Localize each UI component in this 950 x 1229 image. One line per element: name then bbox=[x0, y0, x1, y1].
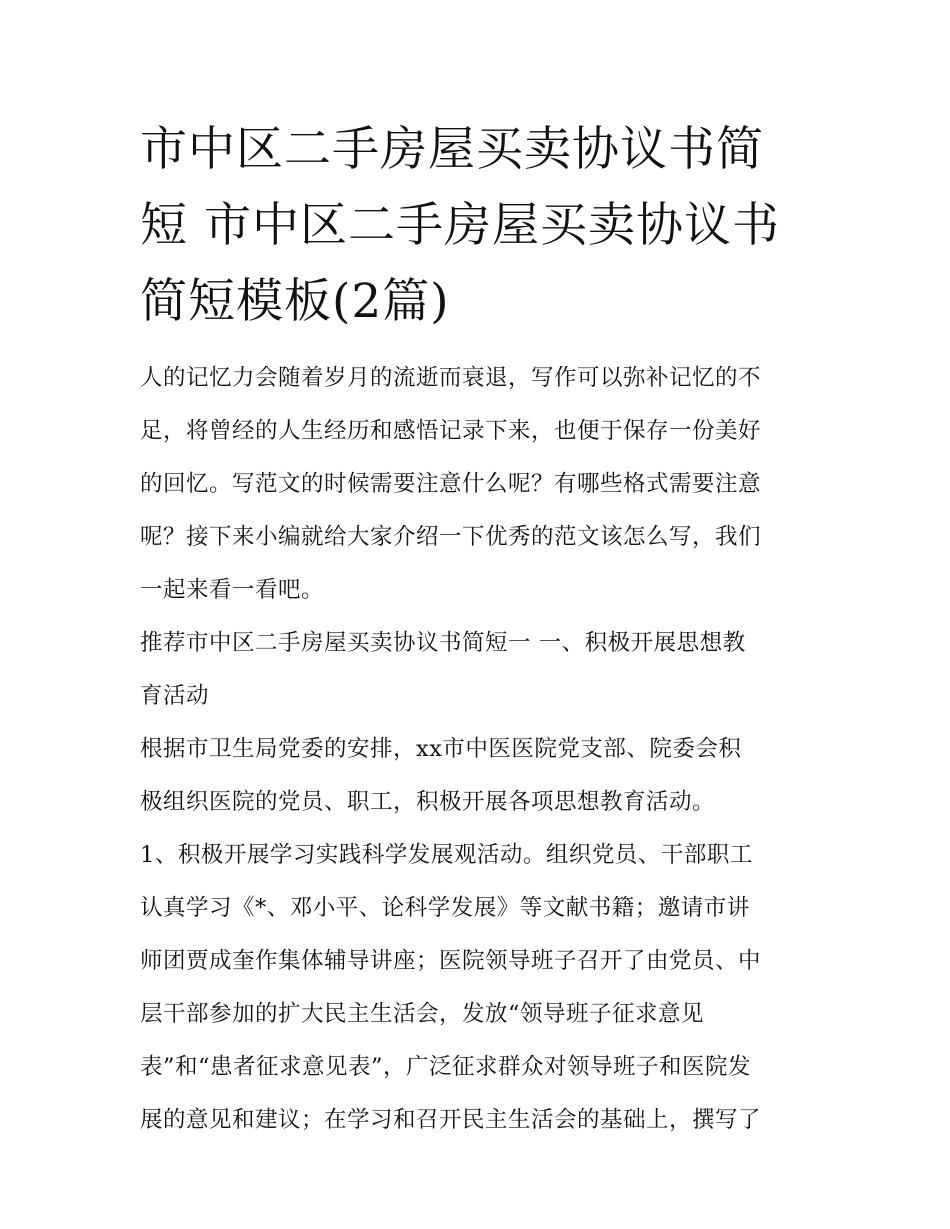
body-line: 育活动 bbox=[140, 683, 210, 709]
title-line: 简短模板(2篇) bbox=[140, 274, 450, 329]
body-line: 极组织医院的党员、职工，积极开展各项思想教育活动。 bbox=[140, 789, 716, 815]
body-line: 一起来看一看吧。 bbox=[140, 577, 325, 603]
body-line: 根据市卫生局党委的安排，xx市中医医院党支部、院委会积 bbox=[140, 736, 742, 762]
document-page bbox=[140, 112, 812, 1147]
body-line: 层干部参加的扩大民主生活会，发放“领导班子征求意见 bbox=[140, 1001, 705, 1027]
body-line: 的回忆。写范文的时候需要注意什么呢？有哪些格式需要注意 bbox=[140, 471, 762, 497]
body-line: 呢？接下来小编就给大家介绍一下优秀的范文该怎么写，我们 bbox=[140, 524, 762, 550]
body-line: 足，将曾经的人生经历和感悟记录下来，也便于保存一份美好 bbox=[140, 418, 762, 444]
body-line: 推荐市中区二手房屋买卖协议书简短一 一、积极开展思想教 bbox=[140, 630, 746, 656]
document-body bbox=[140, 352, 812, 1147]
body-line: 展的意见和建议；在学习和召开民主生活会的基础上，撰写了 bbox=[140, 1107, 762, 1133]
body-line: 师团贾成奎作集体辅导讲座；医院领导班子召开了由党员、中 bbox=[140, 948, 762, 974]
document-title bbox=[140, 112, 812, 340]
body-line: 1、积极开展学习实践科学发展观活动。组织党员、干部职工 bbox=[140, 842, 753, 868]
body-line: 表”和“患者征求意见表”，广泛征求群众对领导班子和医院发 bbox=[140, 1054, 752, 1080]
title-line: 市中区二手房屋买卖协议书简 bbox=[140, 122, 764, 177]
body-line: 认真学习《*、邓小平、论科学发展》等文献书籍；邀请市讲 bbox=[140, 895, 750, 921]
body-line: 人的记忆力会随着岁月的流逝而衰退，写作可以弥补记忆的不 bbox=[140, 365, 762, 391]
title-line: 短 市中区二手房屋买卖协议书 bbox=[140, 198, 780, 253]
